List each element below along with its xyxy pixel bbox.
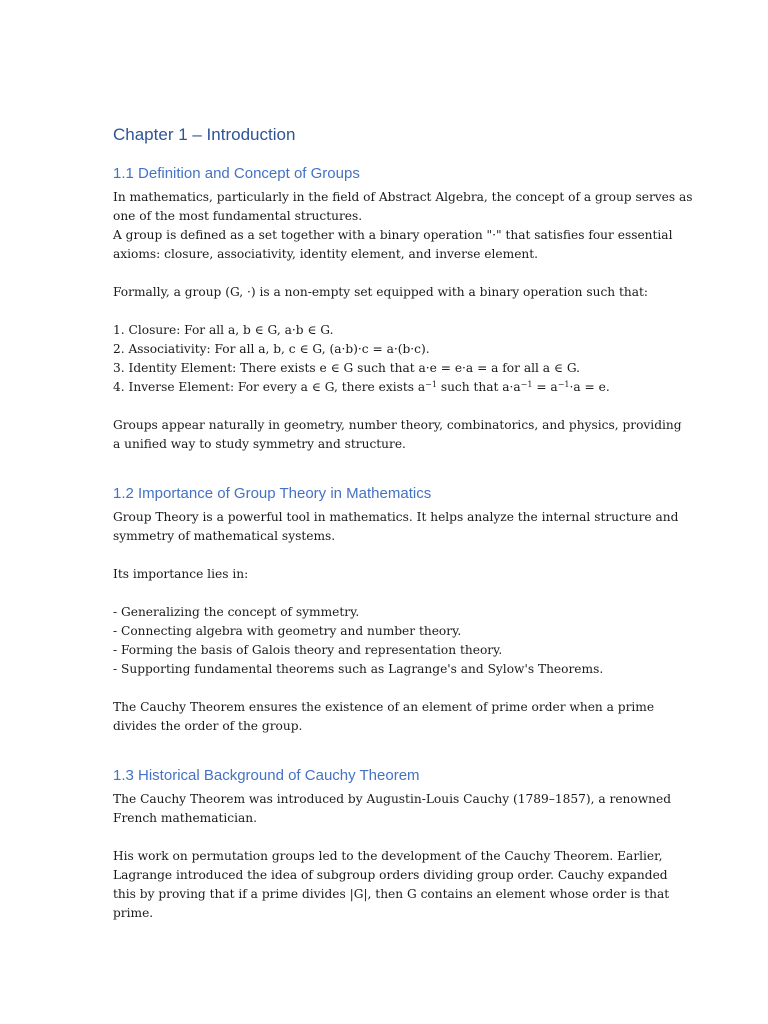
superscript: −1 [557,380,570,389]
paragraph-line: symmetry of mathematical systems. [113,529,336,543]
bullet-item: - Connecting algebra with geometry and number theory. [113,624,462,638]
axiom-inverse-text: such that a·a [436,380,521,394]
bullet-item: - Generalizing the concept of symmetry. [113,605,360,619]
paragraph-line: this by proving that if a prime divides |G|, then G contains an element whose order is that [113,887,670,901]
chapter-title: Chapter 1 – Introduction [113,125,296,144]
section-gap [113,454,658,484]
section-gap [113,736,658,766]
blank-line [113,546,658,565]
section-heading: 1.3 Historical Background of Cauchy Theorem [113,767,420,784]
bullet-item: - Supporting fundamental theorems such as Lagrange's and Sylow's Theorems. [113,662,604,676]
blank-line [113,828,658,847]
superscript: −1 [425,380,437,389]
blank-line [113,679,658,698]
paragraph-line: Groups appear naturally in geometry, number theory, combinatorics, and physics, providing [113,418,682,432]
paragraph-line: The Cauchy Theorem ensures the existence of an element of prime order when a prime [113,700,655,714]
blank-line [113,397,658,416]
paragraph-line: one of the most fundamental structures. [113,209,363,223]
superscript: −1 [520,380,533,389]
axiom-associativity: 2. Associativity: For all a, b, c ∈ G, (a·b)·c = a·(b·c). [113,342,430,356]
blank-line [113,264,658,283]
axiom-inverse-text: = a [532,380,558,394]
section-heading: 1.1 Definition and Concept of Groups [113,165,360,182]
section-1-2 [113,484,679,736]
paragraph-line: In mathematics, particularly in the field of Abstract Algebra, the concept of a group serves as [113,190,693,204]
axiom-identity: 3. Identity Element: There exists e ∈ G such that a·e = e·a = a for all a ∈ G. [113,361,580,375]
paragraph-line: divides the order of the group. [113,719,303,733]
paragraph-line: The Cauchy Theorem was introduced by Augustin-Louis Cauchy (1789–1857), a renowned [113,792,672,806]
bullet-item: - Forming the basis of Galois theory and representation theory. [113,643,503,657]
paragraph-line: A group is defined as a set together with a binary operation "·" that satisfies four essential [113,228,673,242]
paragraph-line: Formally, a group (G, ·) is a non-empty set equipped with a binary operation such that: [113,285,649,299]
section-heading: 1.2 Importance of Group Theory in Mathematics [113,485,432,502]
axiom-closure: 1. Closure: For all a, b ∈ G, a·b ∈ G. [113,323,334,337]
axiom-inverse [113,378,658,397]
blank-line [113,302,658,321]
paragraph-line: Its importance lies in: [113,567,249,581]
section-1-3 [113,766,672,923]
paragraph-line: French mathematician. [113,811,258,825]
paragraph-line: Group Theory is a powerful tool in mathematics. It helps analyze the internal structure and [113,510,679,524]
section-1-1 [113,164,693,454]
paragraph-line: His work on permutation groups led to the development of the Cauchy Theorem. Earlier, [113,849,663,863]
paragraph-line: axioms: closure, associativity, identity element, and inverse element. [113,247,539,261]
paragraph-line: Lagrange introduced the idea of subgroup orders dividing group order. Cauchy expanded [113,868,668,882]
axiom-inverse-text: ·a = e. [569,380,610,394]
paragraph-line: prime. [113,906,154,920]
axiom-inverse-text: 4. Inverse Element: For every a ∈ G, there exists a [113,380,426,394]
paragraph-line: a unified way to study symmetry and structure. [113,437,406,451]
blank-line [113,584,658,603]
